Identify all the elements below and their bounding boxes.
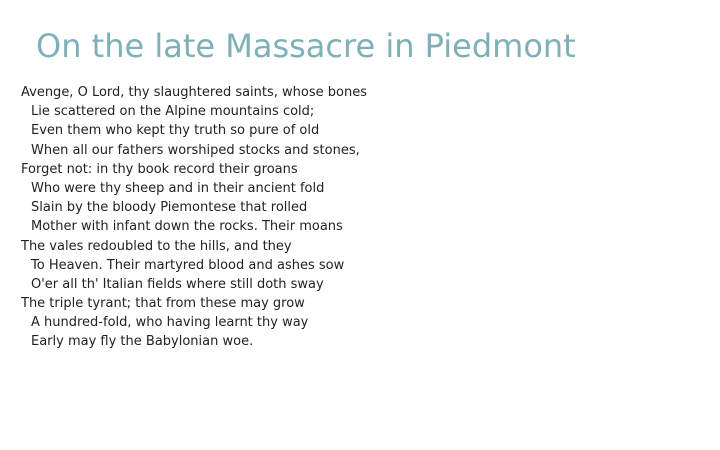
poem-line: A hundred-fold, who having learnt thy way xyxy=(31,315,309,331)
poem-line: The triple tyrant; that from these may grow xyxy=(21,296,305,312)
poem-title: On the late Massacre in Piedmont xyxy=(36,27,576,65)
poem-line: Lie scattered on the Alpine mountains cold; xyxy=(31,104,315,120)
poem-line: Slain by the bloody Piemontese that rolled xyxy=(31,200,308,216)
poem-line: Mother with infant down the rocks. Their moans xyxy=(31,219,343,235)
poem-body xyxy=(21,83,367,352)
poem-line: O'er all th' Italian fields where still doth sway xyxy=(31,276,324,292)
poem-line: The vales redoubled to the hills, and they xyxy=(21,238,292,254)
poem-line: To Heaven. Their martyred blood and ashes sow xyxy=(31,257,345,273)
poem-line: Early may fly the Babylonian woe. xyxy=(31,334,254,350)
poem-line: Even them who kept thy truth so pure of old xyxy=(31,123,320,139)
poem-line: Avenge, O Lord, thy slaughtered saints, whose bones xyxy=(21,85,367,100)
poem-line: When all our fathers worshiped stocks and stones, xyxy=(31,142,360,158)
poem-line: Who were thy sheep and in their ancient fold xyxy=(31,180,325,196)
poem-line: Forget not: in thy book record their groans xyxy=(21,161,298,177)
